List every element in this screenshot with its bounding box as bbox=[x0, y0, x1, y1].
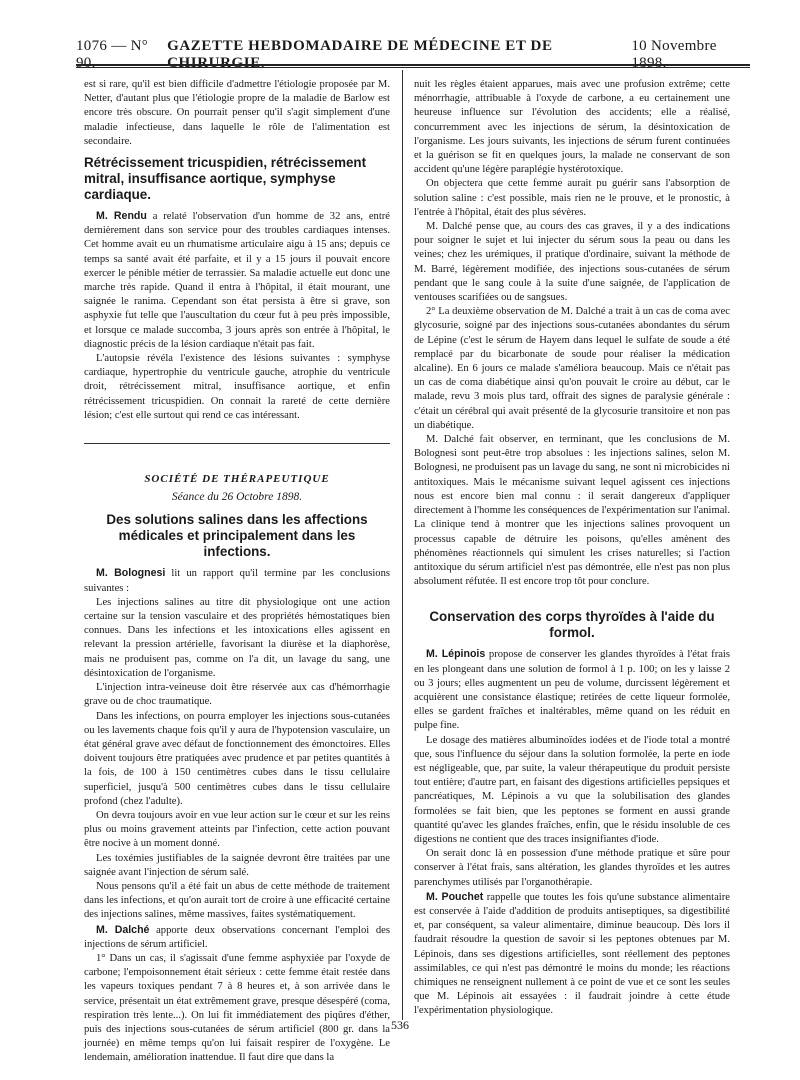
page-number: 536 bbox=[391, 1018, 409, 1032]
paragraph: Les toxémies justifiables de la saignée devront être traitées par une saignée avant l'injection de sérum salé. bbox=[84, 852, 390, 878]
paragraph: 2° La deuxième observation de M. Dalché a trait à un cas de coma avec glycosurie, soigné par des injections sous-cutanées abondantes du sérum de Lépine (c'est le sérum de Hayem dans lequel le sulfate de soude a été remplacé par du bicarbonate de soude pour réaliser la médication alcaline). En 6 jours ce malade s'améliora beaucoup. Mais ce n'était pas un cas de coma diabétique ainsi qu'on pouvait le croire au début, car le malade, revu 3 mois plus tard, offrait des signes de paralysie générale : c'était un cérébral qui avait présenté de la glycosurie transitoire et non pas un diabétique. bbox=[414, 306, 730, 431]
right-column bbox=[414, 78, 730, 1019]
section-heading: Rétrécissement tricuspidien, rétrécissement mitral, insuffisance aortique, symphyse cardiaque. bbox=[84, 155, 367, 203]
paragraph-text: rappelle que toutes les fois qu'une substance alimentaire est conservée à l'aide d'addition de produits antiseptiques, sa digestibilité et, par conséquent, sa valeur alimentaire, diminue beaucoup. Dès lors il faudrait résoudre la question de savoir si les peptones obtenues par M. Lépinois, dans ses digestions artificielles, sont réellement des peptones assimilables, ce qui n'est pas démontré le moins du monde; les réactions chimiques ne renseignent nullement à ce point de vue et ce sont les seules que M. Lépinois ait essayées : il faudrait joindre à cette étude l'expérimentation physiologique. bbox=[414, 891, 730, 1017]
paragraph: M. Dalché pense que, au cours des cas graves, il y a des indications pour soigner le sujet et lui injecter du sérum sous la peau ou dans les veines; chez les urémiques, il pratique d'ordinaire, suivant la méthode de M. Barré, légèrement modifiée, des injections sous-cutanées de sérum pendant que le sang coule à la suite d'une saignée, de l'application de ventouses scarifiées ou de sangsues. bbox=[414, 221, 730, 304]
header-rule-thin bbox=[76, 67, 750, 68]
session-date: Séance du 26 Octobre 1898. bbox=[171, 491, 303, 504]
paragraph: Les injections salines au titre dit physiologique ont une action certaine sur la tension vasculaire et des propriétés hémostatiques bien connues. Dans les infections et les intoxications elles agissent en relevant la pression artérielle, favorisant la diurèse et la diaphorèse, mais ne produisent pas, comme on l'a dit, un lavage du sang, une désintoxication de l'organisme. bbox=[84, 596, 390, 679]
section-heading: Des solutions salines dans les affections médicales et principalement dans les infections. bbox=[106, 512, 368, 560]
paragraph: On serait donc là en possession d'une méthode pratique et sûre pour conserver à l'état frais, sans altération, les glandes thyroïdes et les autres parenchymes utilisés par l'organothérapie. bbox=[414, 848, 730, 888]
speaker-name: M. Lépinois bbox=[426, 648, 486, 661]
paragraph: Dans les infections, on pourra employer les injections sous-cutanées ou les lavements chaque fois qu'il y aura de l'hypotension vasculaire, un état général grave avec défaut de fonctionnement des émonctoires. Elles doivent toujours être pratiquées avec prudence et par petites quantités à la fois, de 100 à 150 centimètres cubes dans le tissu cellulaire superficiel, jusqu'à 500 centimètres cubes dans le tissu cellulaire profond (chez l'adulte). bbox=[84, 710, 390, 807]
paragraph-text: apporte deux observations concernant l'emploi des injections de sérum artificiel. bbox=[84, 924, 390, 950]
section-heading: Conservation des corps thyroïdes à l'aide du formol. bbox=[429, 609, 715, 641]
speaker-name: M. Rendu bbox=[96, 210, 147, 223]
journal-title: GAZETTE HEBDOMADAIRE DE MÉDECINE ET DE CHIRURGIE. bbox=[167, 38, 553, 71]
issue-number: 1076 — N° 90. bbox=[76, 38, 149, 71]
paragraph bbox=[414, 890, 730, 1019]
section-separator bbox=[84, 443, 390, 444]
paragraph bbox=[84, 209, 390, 352]
paragraph: M. Dalché fait observer, en terminant, que les conclusions de M. Bolognesi sont peut-être trop absolues : les injections salines, selon M. Bolognesi, ne produisent pas un lavage du sang, ne sont ni microbicides ni antitoxiques. Mais le mécanisme suivant lequel agissent ces injections nous est encore bien mal connu : il serait dangereux d'appliquer directement à l'homme les conséquences de l'expérimentation sur l'animal. La clinique tend à montrer que les injections salines provoquent un processus capable de détruire les poisons, qu'elles amènent des phénomènes réactionnels qui simulent les crises naturelles; si l'action antitoxique du sérum artificiel n'est pas démontrée, elle n'est pas non plus absolument réfutée. Il est encore trop tôt pour conclure. bbox=[414, 434, 730, 588]
society-heading: SOCIÉTÉ DE THÉRAPEUTIQUE bbox=[144, 473, 330, 486]
paragraph bbox=[84, 566, 390, 595]
paragraph: Le dosage des matières albuminoïdes iodées et de l'iode total a montré que, sous l'influence du séjour dans la solution formolée, la perte en iode est négligeable, que, par suite, la valeur thérapeutique du produit persiste tout entière; d'autre part, en faisant des digestions artificielles pepsiques et pancréatiques, M. Lépinois a vu que la solubilisation des glandes formolées se fait bien, que les peptones se forment en aussi grande quantité qu'avec les glandes fraîches, enfin, que le résidu insoluble de ces digestions ne contient que des traces insignifiantes d'iode. bbox=[414, 734, 730, 845]
header-rule bbox=[76, 64, 750, 66]
paragraph: On devra toujours avoir en vue leur action sur le cœur et sur les reins plus ou moins gravement atteints par l'infection, cette action pouvant être nocive à un moment donné. bbox=[84, 809, 390, 850]
paragraph bbox=[84, 923, 390, 952]
paragraph: nuit les règles étaient apparues, mais avec une profusion extrême; cette ménorrhagie, attribuable à l'oxyde de carbone, a eu certainement une heureuse influence sur l'évolution des accidents; elle a réalisé, concurremment avec les injections de sérum, la désintoxication de l'organisme. Les jours suivants, les injections de sérum furent continuées et la guérison se fit en quelques jours, la malade ne conservant de son accident qu'une légère paraplégie hystérotoxique. bbox=[414, 79, 730, 176]
speaker-name: M. Bolognesi bbox=[96, 567, 166, 580]
column-divider bbox=[402, 70, 403, 1020]
speaker-name: M. Dalché bbox=[96, 923, 150, 936]
paragraph: On objectera que cette femme aurait pu guérir sans l'absorption de solution saline : c'est possible, mais rien ne le prouve, et le pronostic, à l'entrée à l'hôpital, était des plus sévères. bbox=[414, 178, 730, 218]
running-header bbox=[76, 38, 750, 71]
paragraph: L'injection intra-veineuse doit être réservée aux cas d'hémorrhagie grave ou de choc traumatique. bbox=[84, 682, 390, 708]
left-column bbox=[84, 78, 390, 1066]
paragraph-text: a relaté l'observation d'un homme de 32 ans, entré dernièrement dans son service pour des troubles cardiaques intenses. Cet homme avait eu un rhumatisme articulaire aigu à 15 ans; depuis ce temps sa santé avait été parfaite, et il y a 15 jours il pouvait encore exercer le pénible métier de terrassier. Sa maladie actuelle eut donc une marche très rapide. Quand il entra à l'hôpital, il était mourant, une saignée le ranima. Cependant son état persista à être si grave, son asphyxie fut telle que l'auscultation du cœur fut à peu près impossible, et lorsque ce malade succomba, 3 jours après son entrée à l'hôpital, le diagnostic précis de la lésion cardiaque n'était pas fait. bbox=[84, 211, 390, 350]
paragraph-text: lit un rapport qu'il termine par les conclusions suivantes : bbox=[84, 568, 390, 594]
issue-date: 10 Novembre 1898. bbox=[631, 38, 717, 71]
paragraph: 1° Dans un cas, il s'agissait d'une femme asphyxiée par l'oxyde de carbone; l'empoisonnement était sérieux : cette femme était restée dans les vapeurs toxiques pendant 7 à 8 heures et, à son arrivée dans le service, présentait un état extrêmement grave, presque désespéré (coma, respiration très lente...). On lui fit immédiatement des piqûres d'éther, puis des injections sous-cutanées de sérum artificiel (800 gr. dans la journée) en même temps qu'on lui faisait respirer de l'oxygène. Le lendemain, amélioration inattendue. Il faut dire que dans la bbox=[84, 952, 390, 1064]
paragraph: Nous pensons qu'il a été fait un abus de cette méthode de traitement dans les infections, et qu'on aurait tort de croire à une efficacité certaine des injections salines, même massives, faites systématiquement. bbox=[84, 880, 390, 921]
paragraph bbox=[414, 647, 730, 733]
paragraph-text: propose de conserver les glandes thyroïdes à l'état frais en les plongeant dans une solution de formol à 1 p. 100; on les y laisse 2 ou 3 jours; elles augmentent un peu de volume, durcissent légèrement et acquièrent une consistance élastique; retirées de cette liqueur formolée, elles se gardent fraîches et inaltérables, même quand on les réduit en pulpe fine. bbox=[414, 649, 730, 732]
paragraph: est si rare, qu'il est bien difficile d'admettre l'étiologie proposée par M. Netter, d'autant plus que l'étiologie propre de la maladie de Barlow est encore très obscure. On pourrait penser qu'il s'agit simplement d'une maladie infectieuse, dans laquelle le rôle de l'alimentation est secondaire. bbox=[84, 79, 390, 147]
speaker-name: M. Pouchet bbox=[426, 890, 484, 903]
paragraph: L'autopsie révéla l'existence des lésions suivantes : symphyse cardiaque, hypertrophie du ventricule gauche, atrophie du ventricule droit, rétrécissement mitral, insuffisance aortique, et enfin rétrécissement tricuspidien. On connait la rareté de cette dernière lésion; c'est elle surtout qui rend ce cas intéressant. bbox=[84, 353, 390, 421]
